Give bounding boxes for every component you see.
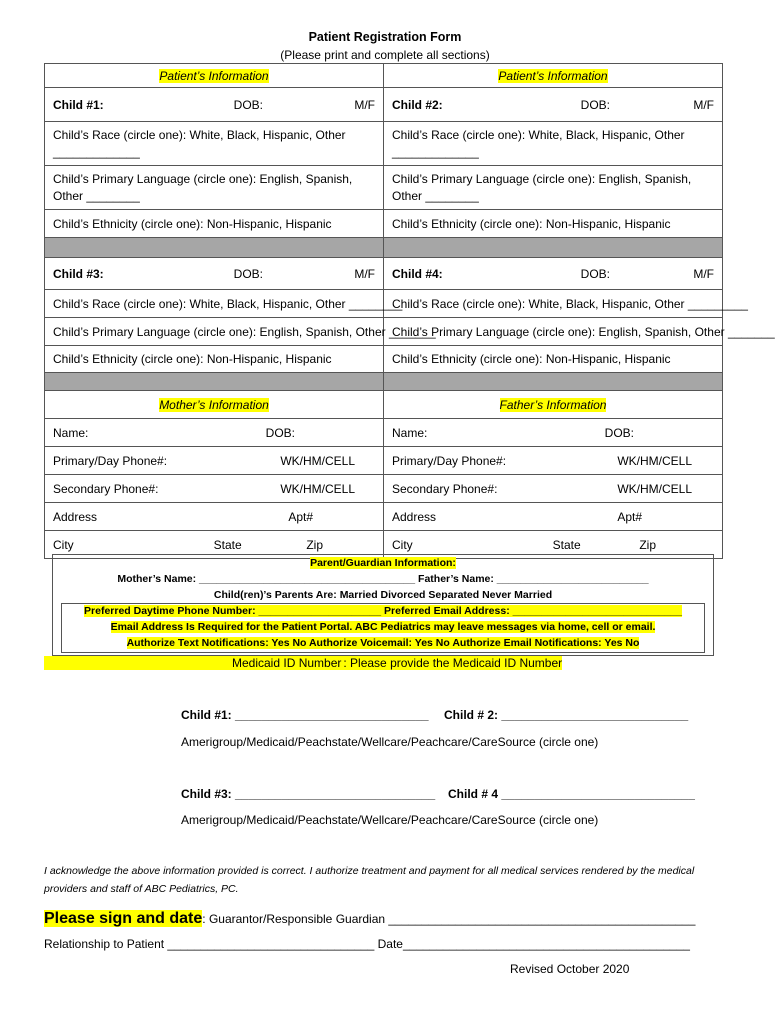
father-address-label: Address <box>392 509 437 524</box>
child-4-label: Child #4: <box>392 266 443 281</box>
patient-info-header-right: Patient’s Information <box>384 64 723 88</box>
medicaid-heading <box>44 656 562 670</box>
guardian-info-box <box>52 554 714 656</box>
child-2-race[interactable]: Child’s Race (circle one): White, Black, Hispanic, Other _____________ <box>384 122 723 166</box>
child-3-language[interactable]: Child’s Primary Language (circle one): English, Spanish, Other _______ <box>45 318 384 346</box>
registration-table <box>44 63 775 559</box>
parent-names-line[interactable]: Mother’s Name: _____________________________________ Father’s Name: __________________________ <box>117 573 649 585</box>
child-2-label: Child #2: <box>392 97 443 112</box>
child-2-row[interactable] <box>384 88 723 122</box>
mother-city-label: City <box>53 537 74 552</box>
father-primary-phone-label: Primary/Day Phone#: <box>392 453 507 468</box>
child-2-dob: DOB: <box>580 97 611 112</box>
child-1-ethnicity[interactable]: Child’s Ethnicity (circle one): Non-Hispanic, Hispanic <box>45 210 384 238</box>
form-title: Patient Registration Form <box>308 30 462 44</box>
medicaid-child-3[interactable]: Child #3: ______________________________ <box>181 787 436 801</box>
separator-bar <box>384 373 723 391</box>
child-3-row[interactable] <box>45 258 384 290</box>
medicaid-plans-2[interactable]: Amerigroup/Medicaid/Peachstate/Wellcare/Peachcare/CareSource (circle one) <box>181 813 599 827</box>
medicaid-plans-1[interactable]: Amerigroup/Medicaid/Peachstate/Wellcare/Peachcare/CareSource (circle one) <box>181 735 599 749</box>
mother-state-label: State <box>213 537 242 552</box>
father-address-row[interactable] <box>384 503 723 531</box>
signature-line[interactable] <box>44 910 695 928</box>
acknowledgement-text: I acknowledge the above information provided is correct. I authorize treatment and payment for all medical services rendered by the medical providers and staff of ABC Pediatrics, PC. <box>44 865 695 895</box>
separator-bar <box>384 238 723 258</box>
father-zip-label: Zip <box>639 537 656 552</box>
child-4-race[interactable]: Child’s Race (circle one): White, Black, Hispanic, Other _________ <box>384 290 723 318</box>
mother-apt-label: Apt# <box>288 509 313 524</box>
medicaid-label: Medicaid ID Number <box>44 656 343 670</box>
child-1-sex: M/F <box>354 97 375 112</box>
mother-primary-phone-label: Primary/Day Phone#: <box>53 453 168 468</box>
father-info-header: Father’s Information <box>384 391 723 419</box>
child-1-dob: DOB: <box>233 97 264 112</box>
child-3-race[interactable]: Child’s Race (circle one): White, Black, Hispanic, Other ________ <box>45 290 384 318</box>
separator-bar <box>45 373 384 391</box>
mother-address-row[interactable] <box>45 503 384 531</box>
father-secondary-phone-label: Secondary Phone#: <box>392 481 498 496</box>
mother-zip-label: Zip <box>306 537 323 552</box>
revision-date: Revised October 2020 <box>510 962 630 976</box>
guardian-heading: Parent/Guardian Information: <box>310 557 456 569</box>
child-1-language[interactable]: Child’s Primary Language (circle one): English, Spanish, Other ________ <box>45 166 384 210</box>
father-dob-label: DOB: <box>604 425 634 440</box>
mother-name-row[interactable] <box>45 419 384 447</box>
mother-dob-label: DOB: <box>265 425 295 440</box>
child-4-row[interactable] <box>384 258 723 290</box>
mother-primary-phone-row[interactable] <box>45 447 384 475</box>
parents-status-line[interactable]: Child(ren)’s Parents Are: Married Divorced Separated Never Married <box>213 589 553 601</box>
child-2-sex: M/F <box>693 97 714 112</box>
father-apt-label: Apt# <box>617 509 642 524</box>
child-3-sex: M/F <box>354 266 375 281</box>
father-secondary-phone-type: WK/HM/CELL <box>617 481 692 496</box>
father-state-label: State <box>552 537 581 552</box>
child-4-dob: DOB: <box>580 266 611 281</box>
authorize-notifications-line[interactable]: Authorize Text Notifications: Yes No Authorize Voicemail: Yes No Authorize Email Notifications: Yes No <box>126 637 640 649</box>
portal-note: Email Address Is Required for the Patient Portal. ABC Pediatrics may leave messages via home, cell or email. <box>110 621 656 633</box>
father-secondary-phone-row[interactable] <box>384 475 723 503</box>
child-3-label: Child #3: <box>53 266 104 281</box>
mother-info-header: Mother’s Information <box>45 391 384 419</box>
medicaid-child-2[interactable]: Child # 2: ____________________________ <box>444 708 689 722</box>
child-2-ethnicity[interactable]: Child’s Ethnicity (circle one): Non-Hispanic, Hispanic <box>384 210 723 238</box>
father-name-label: Name: <box>392 425 428 440</box>
child-2-language[interactable]: Child’s Primary Language (circle one): English, Spanish, Other ________ <box>384 166 723 210</box>
mother-secondary-phone-type: WK/HM/CELL <box>280 481 355 496</box>
child-1-race[interactable]: Child’s Race (circle one): White, Black, Hispanic, Other _____________ <box>45 122 384 166</box>
mother-secondary-phone-label: Secondary Phone#: <box>53 481 159 496</box>
relationship-date-line[interactable]: Relationship to Patient _______________________________ Date___________________________________________ <box>44 937 690 951</box>
child-1-label: Child #1: <box>53 97 104 112</box>
child-3-dob: DOB: <box>233 266 264 281</box>
child-4-ethnicity[interactable]: Child’s Ethnicity (circle one): Non-Hispanic, Hispanic <box>384 346 723 373</box>
father-name-row[interactable] <box>384 419 723 447</box>
father-primary-phone-row[interactable] <box>384 447 723 475</box>
medicaid-child-4[interactable]: Child # 4 _____________________________ <box>448 787 695 801</box>
sign-date-label: Please sign and date <box>44 910 203 927</box>
child-4-language[interactable]: Child’s Primary Language (circle one): English, Spanish, Other _______ <box>384 318 723 346</box>
mother-primary-phone-type: WK/HM/CELL <box>280 453 355 468</box>
mother-address-label: Address <box>53 509 98 524</box>
child-4-sex: M/F <box>693 266 714 281</box>
guarantor-line[interactable]: : Guarantor/Responsible Guardian ______________________________________________ <box>202 912 696 926</box>
father-primary-phone-type: WK/HM/CELL <box>617 453 692 468</box>
patient-info-header-left: Patient’s Information <box>45 64 384 88</box>
medicaid-instruction: : Please provide the Medicaid ID Number <box>343 656 563 670</box>
child-3-ethnicity[interactable]: Child’s Ethnicity (circle one): Non-Hispanic, Hispanic <box>45 346 384 373</box>
child-1-row[interactable] <box>45 88 384 122</box>
mother-secondary-phone-row[interactable] <box>45 475 384 503</box>
mother-name-label: Name: <box>53 425 89 440</box>
medicaid-child-1[interactable]: Child #1: _____________________________ <box>181 708 429 722</box>
separator-bar <box>45 238 384 258</box>
phone-email-line[interactable]: Preferred Daytime Phone Number: _____________________ Preferred Email Address: _____________________________ <box>84 605 682 617</box>
form-subtitle: (Please print and complete all sections) <box>280 48 490 62</box>
father-city-label: City <box>392 537 413 552</box>
